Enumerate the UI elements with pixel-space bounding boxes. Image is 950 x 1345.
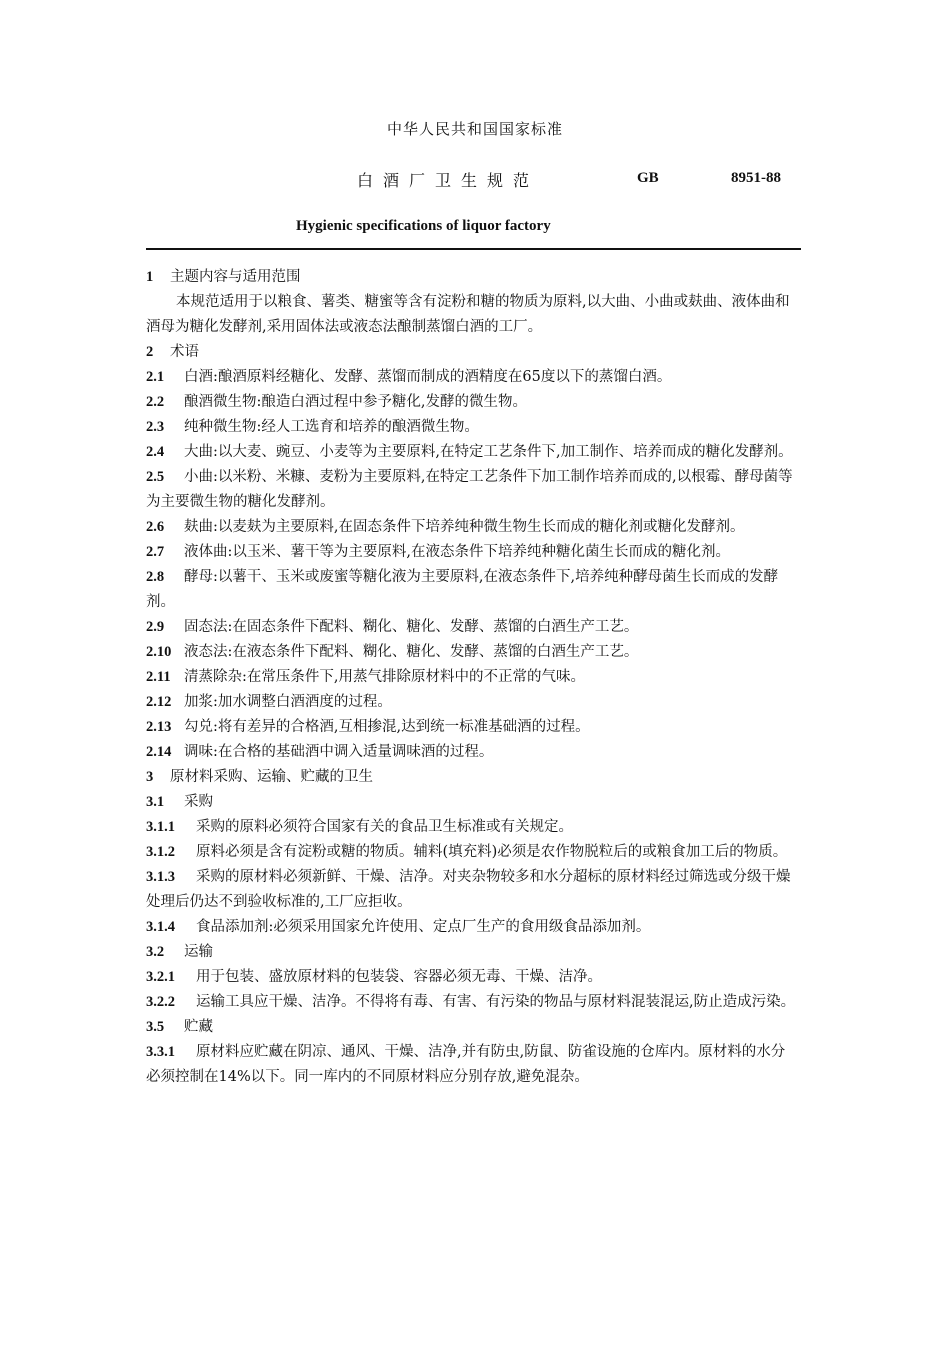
clause-3-3-1 — [146, 1040, 796, 1090]
section-1-paragraph: 本规范适用于以粮食、薯类、糖蜜等含有淀粉和糖的物质为原料,以大曲、小曲或麸曲、液体曲和酒母为糖化发酵剂,采用固体法或液态法酿制蒸馏白酒的工厂。 — [146, 294, 790, 335]
clause-2-11 — [146, 665, 796, 690]
clause-text: 酿酒微生物:酿造白酒过程中参予糖化,发酵的微生物。 — [184, 394, 527, 410]
gb-label: GB — [637, 170, 659, 186]
section-1 — [146, 265, 796, 290]
clause-number: 2.7 — [146, 544, 165, 560]
clause-text: 白酒:酿酒原料经糖化、发酵、蒸馏而制成的酒精度在65度以下的蒸馏白酒。 — [184, 369, 672, 385]
clause-text: 原料必须是含有淀粉或糖的物质。辅料(填充料)必须是农作物脱粒后的或粮食加工后的物质。 — [196, 844, 788, 860]
section-number: 2 — [146, 344, 154, 360]
clause-number: 3.5 — [146, 1019, 165, 1035]
clause-number: 2.10 — [146, 644, 172, 660]
clause-number: 2.5 — [146, 469, 165, 485]
clause-text: 麸曲:以麦麸为主要原料,在固态条件下培养纯种微生物生长而成的糖化剂或糖化发酵剂。 — [184, 519, 745, 535]
clause-text: 液态法:在液态条件下配料、糊化、糖化、发酵、蒸馏的白酒生产工艺。 — [184, 644, 639, 660]
clause-number: 2.11 — [146, 669, 171, 685]
clause-text: 小曲:以米粉、米糠、麦粉为主要原料,在特定工艺条件下加工制作培养而成的,以根霉、酵母菌等为主要微生物的糖化发酵剂。 — [146, 469, 793, 510]
clause-3-5 — [146, 1015, 796, 1040]
clause-2-12 — [146, 690, 796, 715]
clause-2-3 — [146, 415, 796, 440]
clause-text: 调味:在合格的基础酒中调入适量调味酒的过程。 — [184, 744, 494, 760]
clause-text: 采购 — [184, 794, 213, 810]
clause-number: 3.3.1 — [146, 1044, 175, 1060]
clause-2-9 — [146, 615, 796, 640]
clause-number: 2.13 — [146, 719, 172, 735]
section-number: 3 — [146, 769, 154, 785]
clause-text: 大曲:以大麦、豌豆、小麦等为主要原料,在特定工艺条件下,加工制作、培养而成的糖化发酵剂。 — [184, 444, 793, 460]
section-2 — [146, 340, 796, 365]
clause-text: 采购的原材料必须新鲜、干燥、洁净。对夹杂物较多和水分超标的原材料经过筛选或分级干燥处理后仍达不到验收标准的,工厂应拒收。 — [146, 869, 791, 910]
clause-number: 2.3 — [146, 419, 165, 435]
clause-number: 2.4 — [146, 444, 165, 460]
clause-3-2-1 — [146, 965, 796, 990]
clause-number: 3.1.1 — [146, 819, 175, 835]
clause-text: 勾兑:将有差异的合格酒,互相掺混,达到统一标准基础酒的过程。 — [184, 719, 590, 735]
clause-text: 加浆:加水调整白酒酒度的过程。 — [184, 694, 392, 710]
document-body — [146, 265, 796, 1090]
gb-number: 8951-88 — [731, 170, 781, 186]
clause-number: 3.1.3 — [146, 869, 175, 885]
clause-3-1 — [146, 790, 796, 815]
clause-2-1 — [146, 365, 796, 390]
clause-2-2 — [146, 390, 796, 415]
clause-number: 2.9 — [146, 619, 165, 635]
clause-2-10 — [146, 640, 796, 665]
section-number: 1 — [146, 269, 154, 285]
clause-number: 2.12 — [146, 694, 172, 710]
clause-text: 清蒸除杂:在常压条件下,用蒸气排除原材料中的不正常的气味。 — [184, 669, 585, 685]
clause-text: 固态法:在固态条件下配料、糊化、糖化、发酵、蒸馏的白酒生产工艺。 — [184, 619, 639, 635]
clause-number: 3.2.1 — [146, 969, 175, 985]
clause-2-5 — [146, 465, 796, 515]
section-heading: 主题内容与适用范围 — [170, 269, 301, 285]
title-cn — [357, 168, 539, 191]
clause-2-6 — [146, 515, 796, 540]
clause-number: 2.8 — [146, 569, 165, 585]
clause-number: 3.2 — [146, 944, 165, 960]
clause-text: 液体曲:以玉米、薯干等为主要原料,在液态条件下培养纯种糖化菌生长而成的糖化剂。 — [184, 544, 730, 560]
clause-number: 3.1.4 — [146, 919, 175, 935]
standard-name: 中华人民共和国国家标准 — [386, 120, 563, 138]
clause-2-13 — [146, 715, 796, 740]
clause-text: 食品添加剂:必须采用国家允许使用、定点厂生产的食用级食品添加剂。 — [196, 919, 651, 935]
clause-3-2-2 — [146, 990, 796, 1015]
clause-number: 2.2 — [146, 394, 165, 410]
clause-number: 3.1.2 — [146, 844, 175, 860]
clause-text: 酵母:以薯干、玉米或废蜜等糖化液为主要原料,在液态条件下,培养纯种酵母菌生长而成的发酵剂。 — [146, 569, 779, 610]
clause-text: 采购的原料必须符合国家有关的食品卫生标准或有关规定。 — [196, 819, 573, 835]
title-divider — [146, 248, 801, 250]
clause-text: 贮藏 — [184, 1019, 213, 1035]
clause-3-2 — [146, 940, 796, 965]
clause-3-1-2 — [146, 840, 796, 865]
clause-text: 纯种微生物:经人工选育和培养的酿酒微生物。 — [184, 419, 479, 435]
section-heading: 原材料采购、运输、贮藏的卫生 — [170, 769, 373, 785]
clause-number: 2.14 — [146, 744, 172, 760]
clause-text: 原材料应贮藏在阴凉、通风、干燥、洁净,并有防虫,防鼠、防雀设施的仓库内。原材料的水分必须控制在14%以下。同一库内的不同原材料应分别存放,避免混杂。 — [146, 1044, 786, 1085]
clause-3-1-4 — [146, 915, 796, 940]
clause-text: 运输 — [184, 944, 213, 960]
title-en: Hygienic specifications of liquor factory — [296, 218, 551, 234]
section-heading: 术语 — [170, 344, 199, 360]
clause-2-8 — [146, 565, 796, 615]
clause-2-7 — [146, 540, 796, 565]
clause-text: 用于包装、盛放原材料的包装袋、容器必须无毒、干燥、洁净。 — [196, 969, 602, 985]
clause-number: 2.1 — [146, 369, 165, 385]
clause-number: 2.6 — [146, 519, 165, 535]
section-3 — [146, 765, 796, 790]
clause-number: 3.2.2 — [146, 994, 175, 1010]
title-cn-text: 白酒厂卫生规范 — [357, 171, 540, 190]
clause-3-1-3 — [146, 865, 796, 915]
clause-text: 运输工具应干燥、洁净。不得将有毒、有害、有污染的物品与原材料混装混运,防止造成污染。 — [196, 994, 796, 1010]
clause-2-4 — [146, 440, 796, 465]
clause-number: 3.1 — [146, 794, 165, 810]
clause-3-1-1 — [146, 815, 796, 840]
clause-2-14 — [146, 740, 796, 765]
